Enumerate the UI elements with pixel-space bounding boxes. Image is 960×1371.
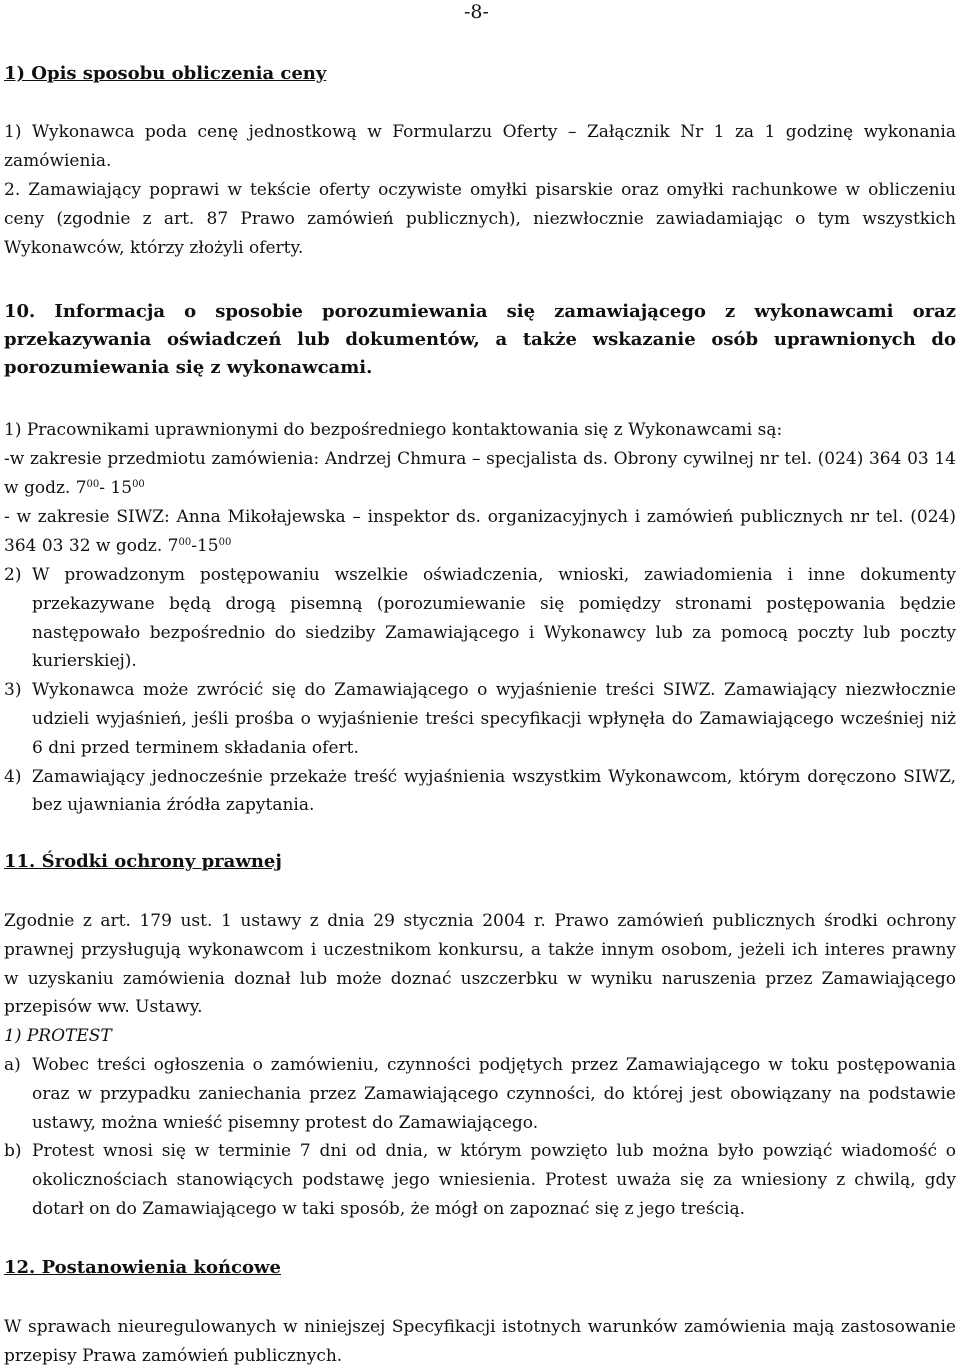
list-item: 2) W prowadzonym postępowaniu wszelkie oświadczenia, wnioski, zawiadomienia i inne dokumenty przekazywane będą drogą pisemną (porozumiewanie się pomiędzy stronami postępowania będzie następowało bezpośrednio do siedziby Zamawiającego i Wykonawcy lub za pomocą poczty lub poczty kurierskiej).	[4, 565, 956, 672]
sec10-paragraph-1: 1) Pracownikami uprawnionymi do bezpośredniego kontaktowania się z Wykonawcami są:	[4, 420, 783, 440]
list-item: a) Wobec treści ogłoszenia o zamówieniu, czynności podjętych przez Zamawiającego w toku postępowania oraz w przypadku zaniechania przez Zamawiającego czynności, do której jest obowiązany na podstawie ustawy, można wnieść pisemny protest do Zamawiającego.	[4, 1055, 956, 1133]
sec11-list	[4, 1051, 956, 1224]
sec11-protest-label: 1) PROTEST	[4, 1026, 112, 1046]
list-item: 3) Wykonawca może zwrócić się do Zamawiającego o wyjaśnienie treści SIWZ. Zamawiający niezwłocznie udzieli wyjaśnień, jeśli prośba o wyjaśnienie treści specyfikacji wpłynęła do Zamawiającego wcześniej niż 6 dni przed terminem składania ofert.	[4, 680, 956, 758]
section-11-heading: 11. Środki ochrony prawnej	[4, 851, 282, 872]
price-paragraph-2: 2. Zamawiający poprawi w tekście oferty oczywiste omyłki pisarskie oraz omyłki rachunkowe w obliczeniu ceny (zgodnie z art. 87 Prawo zamówień publicznych), niezwłocznie zawiadamiając o tym wszystkich Wykonawców, którzy złożyli oferty.	[4, 180, 956, 258]
sec10-contact-2: - w zakresie SIWZ: Anna Mikołajewska – inspektor ds. organizacyjnych i zamówień publicznych nr tel. (024) 364 03 32 w godz. $7^{00}-15^{00}$	[4, 507, 956, 556]
sec12-text: W sprawach nieuregulowanych w niniejszej Specyfikacji istotnych warunków zamówienia mają zastosowanie przepisy Prawa zamówień publicznych.	[4, 1317, 956, 1366]
sec10-list	[4, 561, 956, 820]
sec10-contact-1: -w zakresie przedmiotu zamówienia: Andrzej Chmura – specjalista ds. Obrony cywilnej nr tel. (024) 364 03 14 w godz. $7^{00}-$ $15^{00}$	[4, 449, 956, 498]
section-10-heading: 10. Informacja o sposobie porozumiewania się zamawiającego z wykonawcami oraz przekazywania oświadczeń lub dokumentów, a także wskazanie osób uprawnionych do porozumiewania się z wykonawcami.	[4, 301, 956, 378]
list-item: 4) Zamawiający jednocześnie przekaże treść wyjaśnienia wszystkim Wykonawcom, którym doręczono SIWZ, bez ujawniania źródła zapytania.	[4, 766, 956, 816]
price-paragraph-1: 1) Wykonawca poda cenę jednostkową w Formularzu Oferty – Załącznik Nr 1 za 1 godzinę wykonania zamówienia.	[4, 122, 956, 171]
section-price-heading: 1) Opis sposobu obliczenia ceny	[4, 63, 327, 84]
sec11-intro: Zgodnie z art. 179 ust. 1 ustawy z dnia 29 stycznia 2004 r. Prawo zamówień publicznych środki ochrony prawnej przysługują wykonawcom i uczestnikom konkursu, a także innym osobom, jeżeli ich interes prawny w uzyskaniu zamówienia doznał lub może doznać uszczerbku w wyniku naruszenia przez Zamawiającego przepisów ww. Ustawy.	[4, 911, 956, 1018]
list-item: b) Protest wnosi się w terminie 7 dni od dnia, w którym powzięto lub można było powziąć wiadomość o okolicznościach stanowiących podstawę jego wniesienia. Protest uważa się za wniesiony z chwilą, gdy dotarł on do Zamawiającego w taki sposób, że mógł on zapoznać się z jego treścią.	[4, 1141, 956, 1219]
page-number: -8-	[464, 1, 489, 23]
section-12-heading: 12. Postanowienia końcowe	[4, 1257, 281, 1278]
